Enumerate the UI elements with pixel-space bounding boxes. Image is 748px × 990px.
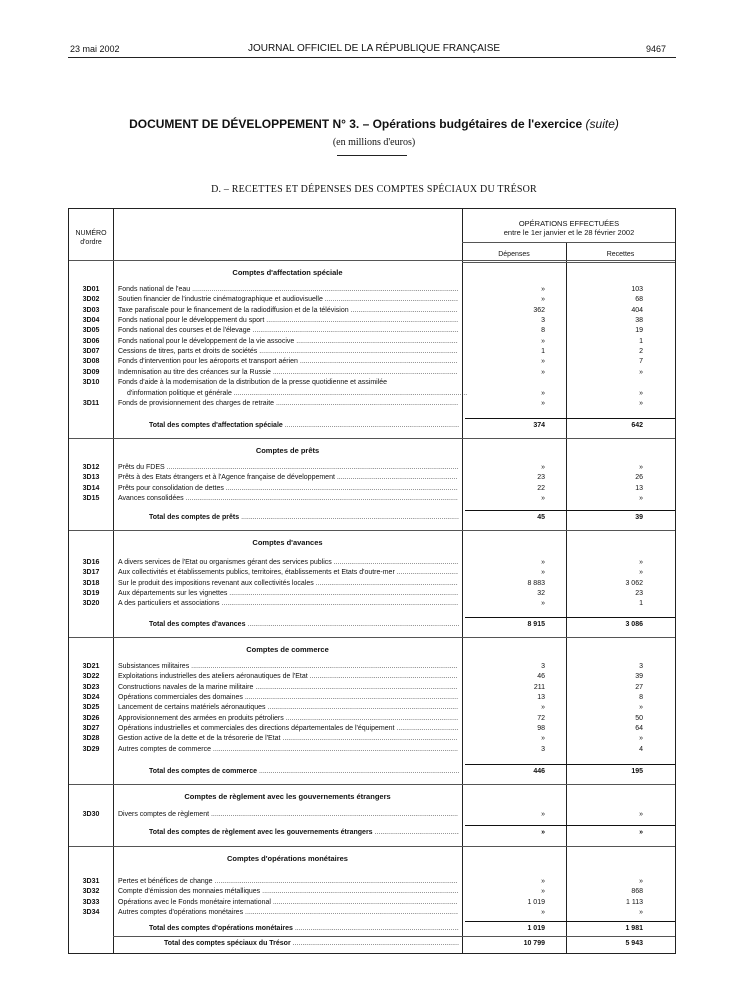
account-label: Divers comptes de règlement ..... xyxy=(118,810,458,820)
account-label: Compte d'émission des monnaies métalliques ..... xyxy=(118,887,458,897)
group-total-expenses: 446 xyxy=(533,768,545,775)
group-total-row xyxy=(69,513,675,523)
account-code: 3D01 xyxy=(82,286,100,293)
ops-header-rule xyxy=(462,242,675,243)
group-total-label: Total des comptes d'opérations monétaires ..... xyxy=(149,924,459,934)
account-label: Sur le produit des impositions revenant aux collectivités locales ..... xyxy=(118,579,458,589)
account-label: Soutien financier de l'industrie cinématographique et audiovisuelle ..... xyxy=(118,295,458,305)
expenses-value: 1 019 xyxy=(527,898,545,906)
header-page-number: 9467 xyxy=(646,44,667,54)
account-label: Opérations avec le Fonds monétaire international ..... xyxy=(118,898,458,908)
account-code: 3D16 xyxy=(82,559,100,566)
account-code: 3D14 xyxy=(82,484,100,492)
expenses-value: » xyxy=(541,888,545,896)
account-code: 3D33 xyxy=(82,898,100,906)
table-row xyxy=(69,810,675,820)
table-row xyxy=(69,473,675,483)
expenses-value: » xyxy=(541,600,545,608)
group-separator xyxy=(69,260,675,261)
group-total-row xyxy=(69,620,675,630)
account-code: 3D26 xyxy=(82,714,100,722)
table-row xyxy=(69,295,675,305)
group-total-expenses: » xyxy=(541,829,545,836)
account-code: 3D25 xyxy=(82,704,100,712)
account-code: 3D21 xyxy=(82,663,100,670)
expenses-value: » xyxy=(541,368,545,376)
group-total-expenses: 1 019 xyxy=(527,925,545,932)
header-journal-title: JOURNAL OFFICIEL DE LA RÉPUBLIQUE FRANÇAISE xyxy=(247,43,501,54)
group-title: Comptes d'opérations monétaires xyxy=(227,854,348,863)
revenues-value: » xyxy=(639,399,643,407)
account-label: Prêts du FDES ..... xyxy=(118,463,458,473)
section-title: D. – RECETTES ET DÉPENSES DES COMPTES SPÉCIAUX DU TRÉSOR xyxy=(211,184,537,195)
account-code: 3D32 xyxy=(82,888,100,896)
revenues-value: 64 xyxy=(635,725,643,733)
group-total-row xyxy=(69,767,675,777)
expenses-value: » xyxy=(541,286,545,293)
revenues-value: 23 xyxy=(635,590,643,598)
revenues-value: 868 xyxy=(631,888,643,896)
table-row xyxy=(69,368,675,378)
revenues-value: 68 xyxy=(635,296,643,304)
account-code: 3D03 xyxy=(82,306,100,314)
account-code: 3D06 xyxy=(82,337,100,345)
document-title-main: DOCUMENT DE DÉVELOPPEMENT N° 3. – Opérations budgétaires de l'exercice xyxy=(129,117,583,131)
expenses-value: 13 xyxy=(537,694,545,702)
expenses-value: 32 xyxy=(537,590,545,598)
revenues-value: » xyxy=(639,569,643,577)
account-code: 3D05 xyxy=(82,327,100,335)
revenues-value: » xyxy=(639,495,643,503)
operations-header-line1: OPÉRATIONS EFFECTUÉES xyxy=(518,219,620,228)
group-separator xyxy=(69,438,675,439)
group-total-expenses: 374 xyxy=(533,422,545,429)
account-code: 3D09 xyxy=(82,368,100,376)
table-row xyxy=(69,745,675,755)
operations-header xyxy=(462,219,676,237)
table-row xyxy=(69,887,675,897)
account-code: 3D23 xyxy=(82,683,100,691)
revenues-value: 4 xyxy=(639,745,643,753)
table-row xyxy=(69,724,675,734)
col-number-line1: NUMÉRO xyxy=(75,230,107,237)
account-label: Prêts pour consolidation de dettes ..... xyxy=(118,484,458,494)
table-row xyxy=(69,484,675,494)
accounts-table xyxy=(68,208,676,954)
grand-total-separator xyxy=(113,936,675,937)
table-row xyxy=(69,306,675,316)
account-code: 3D18 xyxy=(82,579,100,587)
expenses-value: » xyxy=(541,399,545,407)
header-date: 23 mai 2002 xyxy=(70,44,120,54)
account-code: 3D08 xyxy=(82,358,100,366)
account-code: 3D02 xyxy=(82,296,100,304)
table-row xyxy=(69,568,675,578)
account-label: Fonds d'intervention pour les aéroports et transport aérien ..... xyxy=(118,357,458,367)
group-total-row xyxy=(69,421,675,431)
col-number-header xyxy=(69,229,113,247)
table-row xyxy=(69,589,675,599)
total-rule xyxy=(465,764,675,765)
revenues-value: 1 113 xyxy=(626,898,643,906)
grand-total-label: Total des comptes spéciaux du Trésor ..... xyxy=(164,939,459,949)
table-row xyxy=(69,672,675,682)
grand-total-row xyxy=(69,939,675,949)
expenses-value: » xyxy=(541,878,545,885)
table-row xyxy=(69,494,675,504)
expenses-value: 3 xyxy=(541,317,545,325)
table-row xyxy=(69,389,675,399)
col-revenues-header: Recettes xyxy=(606,251,635,258)
account-label: Fonds national des courses et de l'élevage ..... xyxy=(118,326,458,336)
expenses-value: » xyxy=(541,296,545,304)
account-code: 3D29 xyxy=(82,745,100,753)
account-label: Fonds d'aide à la modernisation de la distribution de la presse quotidienne et assimilée xyxy=(118,379,388,387)
expenses-value: » xyxy=(541,811,545,818)
revenues-value: 1 xyxy=(639,600,643,608)
table-row xyxy=(69,399,675,409)
account-label: Fonds de provisionnement des charges de retraite ..... xyxy=(118,399,458,409)
expenses-value: » xyxy=(541,464,545,471)
expenses-value: » xyxy=(541,389,545,397)
account-code: 3D28 xyxy=(82,735,100,743)
expenses-value: 211 xyxy=(533,683,545,691)
total-rule xyxy=(465,418,675,419)
table-row xyxy=(69,463,675,473)
account-code: 3D19 xyxy=(82,590,100,598)
group-total-label: Total des comptes d'avances ..... xyxy=(149,620,459,630)
total-rule xyxy=(465,921,675,922)
operations-header-line2: entre le 1er janvier et le 28 février 2002 xyxy=(503,228,635,237)
account-label: Autres comptes d'opérations monétaires ..... xyxy=(118,908,458,918)
expenses-value: » xyxy=(541,569,545,577)
account-label: Lancement de certains matériels aéronautiques ..... xyxy=(118,703,458,713)
account-code: 3D12 xyxy=(82,464,100,471)
table-row xyxy=(69,703,675,713)
total-rule xyxy=(465,510,675,511)
account-label: Fonds national pour le développement du sport ..... xyxy=(118,316,458,326)
group-title: Comptes de règlement avec les gouvernements étrangers xyxy=(184,792,391,801)
table-row xyxy=(69,662,675,672)
table-row xyxy=(69,898,675,908)
header-rule xyxy=(68,57,676,58)
table-row xyxy=(69,316,675,326)
revenues-value: 27 xyxy=(635,683,643,691)
account-code: 3D17 xyxy=(82,569,100,577)
table-row xyxy=(69,734,675,744)
expenses-value: » xyxy=(541,559,545,566)
account-label: A divers services de l'Etat ou organismes gérant des services publics ..... xyxy=(118,558,458,568)
revenues-value: 38 xyxy=(635,317,643,325)
revenues-value: 404 xyxy=(631,306,643,314)
expenses-value: » xyxy=(541,337,545,345)
group-total-label: Total des comptes d'affectation spéciale ..... xyxy=(149,421,459,431)
table-row xyxy=(69,579,675,589)
revenues-value: » xyxy=(639,909,643,917)
revenues-value: 50 xyxy=(635,714,643,722)
total-rule xyxy=(465,617,675,618)
revenues-value: » xyxy=(639,559,643,566)
group-total-label: Total des comptes de commerce ..... xyxy=(149,767,459,777)
expenses-value: 23 xyxy=(537,474,545,482)
account-label: A des particuliers et associations ..... xyxy=(118,599,458,609)
expenses-value: » xyxy=(541,735,545,743)
account-code: 3D27 xyxy=(82,725,100,733)
expenses-value: 8 883 xyxy=(527,579,545,587)
account-label: Subsistances militaires ..... xyxy=(118,662,458,672)
account-label: Exploitations industrielles des ateliers aéronautiques de l'Etat ..... xyxy=(118,672,458,682)
group-total-row xyxy=(69,828,675,838)
account-code: 3D07 xyxy=(82,348,100,356)
account-label: Autres comptes de commerce ..... xyxy=(118,745,458,755)
group-total-label: Total des comptes de prêts ..... xyxy=(149,513,459,523)
account-label: Avances consolidées ..... xyxy=(118,494,458,504)
revenues-value: 1 xyxy=(639,337,643,345)
table-row xyxy=(69,558,675,568)
revenues-value: » xyxy=(639,704,643,712)
table-row xyxy=(69,337,675,347)
group-separator xyxy=(69,637,675,638)
account-label: Fonds national pour le développement de la vie associve ..... xyxy=(118,337,458,347)
revenues-value: 2 xyxy=(639,348,643,356)
revenues-value: 8 xyxy=(639,694,643,702)
account-label: Opérations commerciales des domaines ..... xyxy=(118,693,458,703)
account-label: Aux collectivités et établissements publics, territoires, établissements et Etats d'outre-mer ..... xyxy=(118,568,458,578)
revenues-value: 39 xyxy=(635,673,643,681)
revenues-value: 13 xyxy=(635,484,643,492)
revenues-value: 103 xyxy=(631,286,643,293)
account-code: 3D34 xyxy=(82,909,100,917)
group-total-revenues: 39 xyxy=(635,514,643,521)
account-label: Cessions de titres, parts et droits de sociétés ..... xyxy=(118,347,458,357)
account-code: 3D20 xyxy=(82,600,100,608)
expenses-value: 3 xyxy=(541,663,545,670)
expenses-value: 3 xyxy=(541,745,545,753)
col-expenses-header: Dépenses xyxy=(498,251,530,258)
account-code: 3D24 xyxy=(82,694,100,702)
document-subtitle: (en millions d'euros) xyxy=(332,137,416,148)
table-row xyxy=(69,326,675,336)
account-label: Approvisionnement des armées en produits pétroliers ..... xyxy=(118,714,458,724)
account-label: Aux départements sur les vignettes ..... xyxy=(118,589,458,599)
group-separator xyxy=(69,784,675,785)
expenses-value: 46 xyxy=(537,673,545,681)
group-total-expenses: 45 xyxy=(537,514,545,521)
account-code: 3D13 xyxy=(82,474,100,482)
account-label: Gestion active de la dette et de la trésorerie de l'Etat ..... xyxy=(118,734,458,744)
account-code: 3D31 xyxy=(82,878,100,885)
group-title: Comptes d'avances xyxy=(252,538,323,547)
group-total-revenues: 3 086 xyxy=(625,621,643,628)
expenses-value: 362 xyxy=(533,306,545,314)
revenues-value: » xyxy=(639,735,643,743)
grand-total-revenues: 5 943 xyxy=(625,940,643,947)
table-row xyxy=(69,347,675,357)
table-row xyxy=(69,714,675,724)
total-rule xyxy=(465,825,675,826)
expenses-value: 72 xyxy=(537,714,545,722)
group-total-row xyxy=(69,924,675,934)
expenses-value: 1 xyxy=(541,348,545,356)
table-row xyxy=(69,908,675,918)
expenses-value: » xyxy=(541,358,545,366)
group-total-revenues: 642 xyxy=(631,422,643,429)
expenses-value: » xyxy=(541,704,545,712)
account-label: Taxe parafiscale pour le financement de la radiodiffusion et de la télévision ..... xyxy=(118,306,458,316)
revenues-value: 26 xyxy=(635,474,643,482)
group-total-expenses: 8 915 xyxy=(527,621,545,628)
expenses-value: 98 xyxy=(537,725,545,733)
account-label-continued: d'information politique et générale ..... xyxy=(127,389,467,399)
table-row xyxy=(69,285,675,295)
table-row xyxy=(69,683,675,693)
subtitle-rule xyxy=(337,155,407,156)
document-title xyxy=(0,117,748,131)
account-label: Fonds national de l'eau ..... xyxy=(118,285,458,295)
col-header-rule xyxy=(462,262,675,263)
col-number-line2: d'ordre xyxy=(80,239,102,246)
account-label: Constructions navales de la marine militaire ..... xyxy=(118,683,458,693)
revenues-value: 7 xyxy=(639,358,643,366)
revenues-value: » xyxy=(639,464,643,471)
group-total-label: Total des comptes de règlement avec les gouvernements étrangers ..... xyxy=(149,828,459,838)
revenues-value: » xyxy=(639,389,643,397)
grand-total-expenses: 10 799 xyxy=(523,940,545,947)
group-title: Comptes de commerce xyxy=(246,645,329,654)
group-total-revenues: » xyxy=(639,829,643,836)
account-code: 3D22 xyxy=(82,673,100,681)
table-row xyxy=(69,877,675,887)
group-total-revenues: 1 981 xyxy=(625,925,643,932)
document-title-suffix: (suite) xyxy=(585,117,619,131)
account-label: Prêts à des Etats étrangers et à l'Agence française de développement ..... xyxy=(118,473,458,483)
expenses-value: » xyxy=(541,909,545,917)
account-code: 3D04 xyxy=(82,317,100,325)
group-separator xyxy=(69,846,675,847)
group-title: Comptes de prêts xyxy=(255,446,320,455)
revenues-value: » xyxy=(639,811,643,818)
account-label: Opérations industrielles et commerciales des directions départementales de l'équipement ..... xyxy=(118,724,458,734)
revenues-value: 19 xyxy=(635,327,643,335)
group-title: Comptes d'affectation spéciale xyxy=(232,268,343,277)
account-code: 3D10 xyxy=(82,379,100,387)
account-code: 3D30 xyxy=(82,811,100,818)
table-row xyxy=(69,599,675,609)
table-row xyxy=(69,693,675,703)
group-total-revenues: 195 xyxy=(631,768,643,775)
account-code: 3D15 xyxy=(82,495,100,503)
account-code: 3D11 xyxy=(82,399,100,407)
expenses-value: 22 xyxy=(537,484,545,492)
revenues-value: » xyxy=(639,878,643,885)
account-label: Indemnisation au titre des créances sur la Russie ..... xyxy=(118,368,458,378)
revenues-value: » xyxy=(639,368,643,376)
expenses-value: 8 xyxy=(541,327,545,335)
expenses-value: » xyxy=(541,495,545,503)
revenues-value: 3 062 xyxy=(625,579,643,587)
table-row xyxy=(69,378,675,388)
account-label: Pertes et bénéfices de change ..... xyxy=(118,877,458,887)
group-separator xyxy=(69,530,675,531)
table-row xyxy=(69,357,675,367)
revenues-value: 3 xyxy=(639,663,643,670)
